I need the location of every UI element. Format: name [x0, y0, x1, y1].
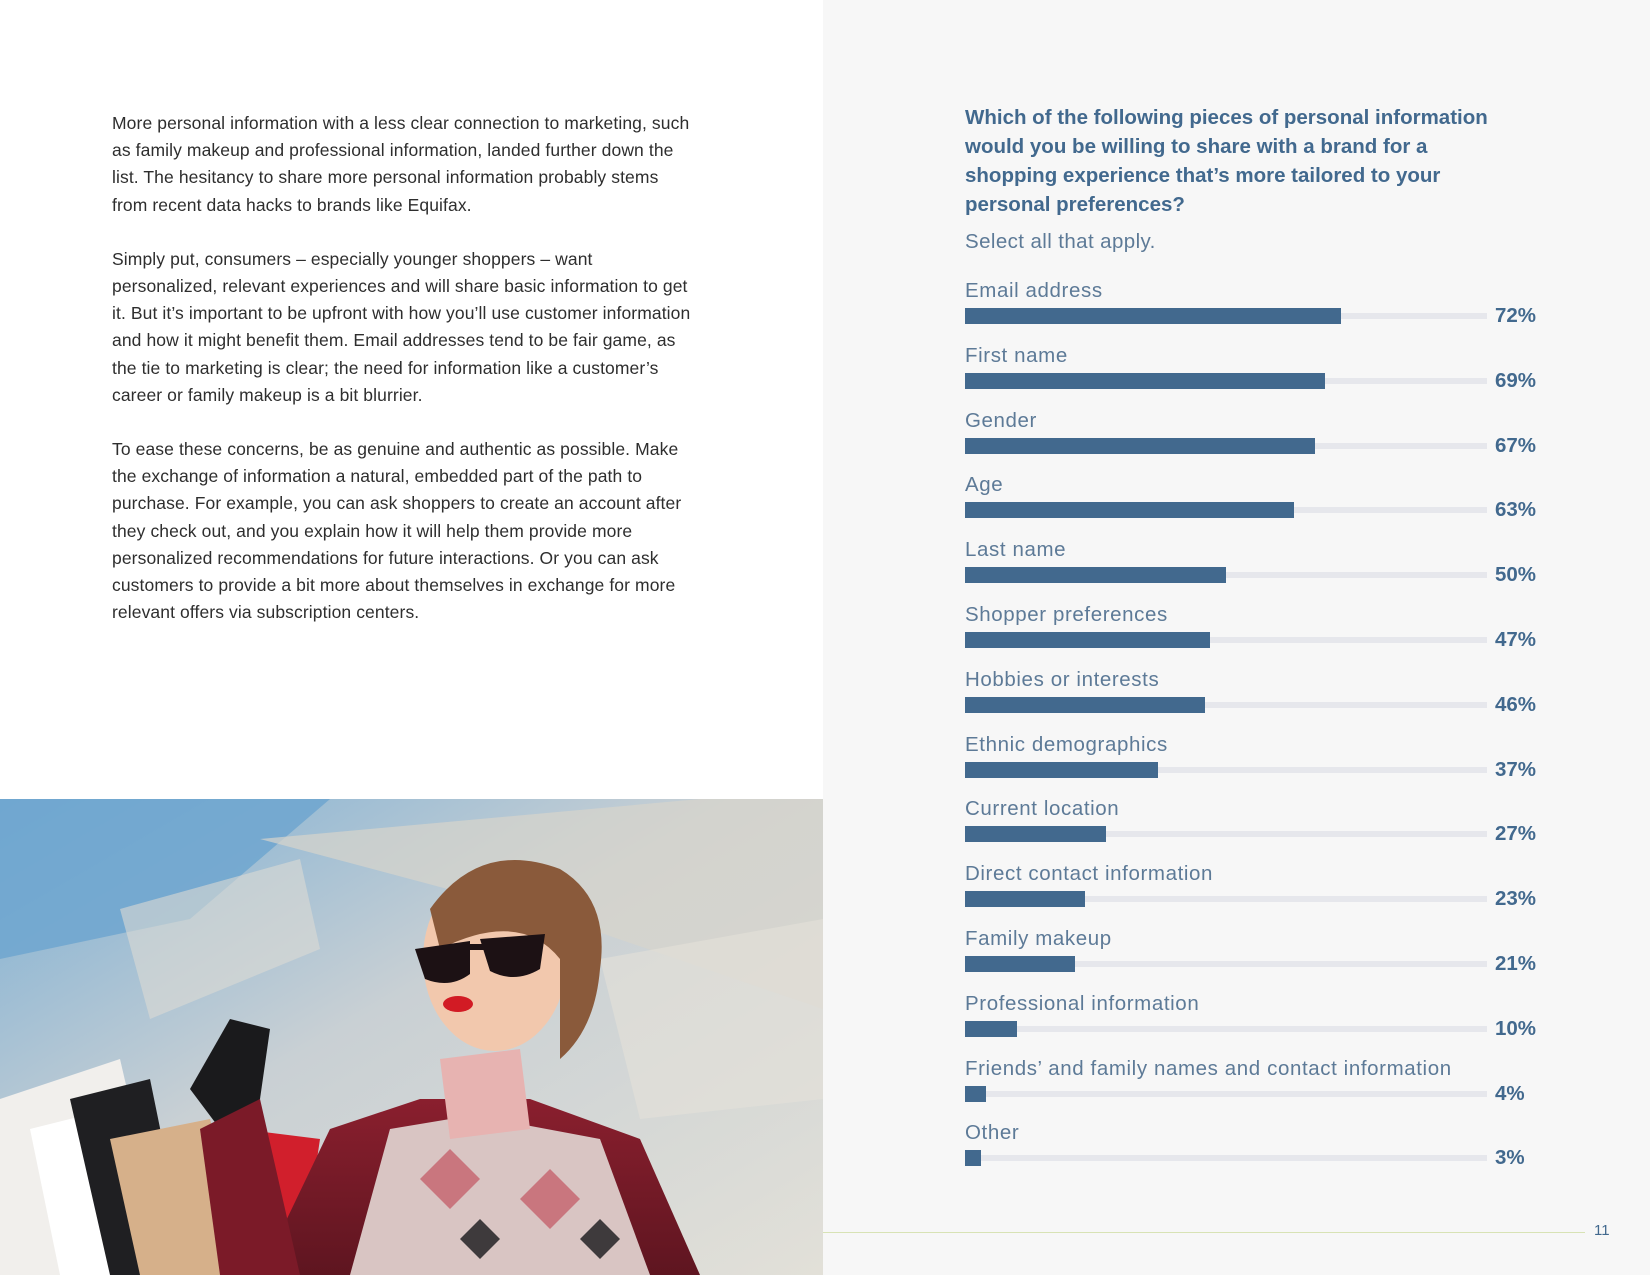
paragraph-3: To ease these concerns, be as genuine and authentic as possible. Make the exchange of information a natural, embedded part of the path to purchase. For example, you can ask shoppers to create an account after they check out, and you explain how it will help them provide more personalized recommendations for future interactions. Or you can ask customers to provide a bit more about themselves in exchange for more relevant offers via subscription centers. [112, 439, 682, 623]
category-label: First name [965, 343, 1068, 367]
paragraph-2: Simply put, consumers – especially younger shoppers – want personalized, relevant experiences and will share basic information to get it. But it’s important to be upfront with how you’ll use customer information and how it might benefit them. Email addresses tend to be fair game, as the tie to marketing is clear; the need for information like a customer’s career or family makeup is a bit blurrier. [112, 248, 691, 405]
bar [965, 697, 1205, 713]
value-label: 4% [1495, 1081, 1525, 1105]
value-label: 37% [1495, 757, 1537, 781]
bar [965, 1021, 1017, 1037]
value-label: 50% [1495, 563, 1537, 587]
category-label: Shopper preferences [965, 603, 1168, 626]
value-label: 27% [1495, 822, 1537, 846]
shopper-photo [0, 799, 823, 1275]
page-number: 11 [1594, 1222, 1610, 1239]
bar-track [965, 1091, 1487, 1097]
bar [965, 502, 1294, 518]
value-label: 69% [1495, 368, 1537, 392]
bar [965, 1150, 981, 1166]
value-label: 72% [1495, 304, 1537, 327]
bar [965, 1086, 986, 1102]
bar [965, 762, 1158, 778]
bar-track [965, 1155, 1487, 1161]
body-text [112, 110, 692, 653]
category-label: Age [965, 473, 1004, 497]
value-label: 63% [1495, 498, 1537, 522]
footer-rule [823, 1232, 1585, 1233]
value-label: 47% [1495, 628, 1537, 651]
bar [965, 826, 1106, 842]
category-label: Last name [965, 538, 1067, 562]
category-label: Current location [965, 797, 1120, 821]
bar [965, 567, 1226, 583]
category-label: Other [965, 1121, 1020, 1145]
category-label: Gender [965, 408, 1037, 432]
value-label: 3% [1495, 1146, 1525, 1170]
category-label: Friends’ and family names and contact information [965, 1056, 1452, 1080]
value-label: 67% [1495, 433, 1537, 457]
bar [965, 438, 1315, 454]
value-label: 10% [1495, 1016, 1537, 1040]
bar [965, 632, 1210, 648]
value-label: 46% [1495, 692, 1537, 716]
chart-subtitle: Select all that apply. [965, 230, 1156, 253]
bar [965, 373, 1325, 389]
bar [965, 891, 1085, 907]
value-label: 21% [1495, 952, 1537, 975]
bar [965, 956, 1075, 972]
category-label: Family makeup [965, 927, 1112, 950]
category-label: Professional information [965, 991, 1200, 1015]
category-label: Direct contact information [965, 862, 1214, 886]
bar-track [965, 1026, 1487, 1032]
category-label: Ethnic demographics [965, 732, 1168, 756]
value-label: 23% [1495, 887, 1537, 911]
chart-title: Which of the following pieces of personal information would you be willing to share with a brand for a shopping experience that’s more tailored to your personal preferences? [965, 106, 1488, 216]
bar [965, 308, 1341, 324]
category-label: Hobbies or interests [965, 667, 1160, 691]
paragraph-1: More personal information with a less clear connection to marketing, such as family makeup and professional information, landed further down the list. The hesitancy to share more personal information probably stems from recent data hacks to brands like Equifax. [112, 113, 690, 215]
category-label: Email address [965, 279, 1103, 302]
left-panel [0, 0, 823, 1275]
